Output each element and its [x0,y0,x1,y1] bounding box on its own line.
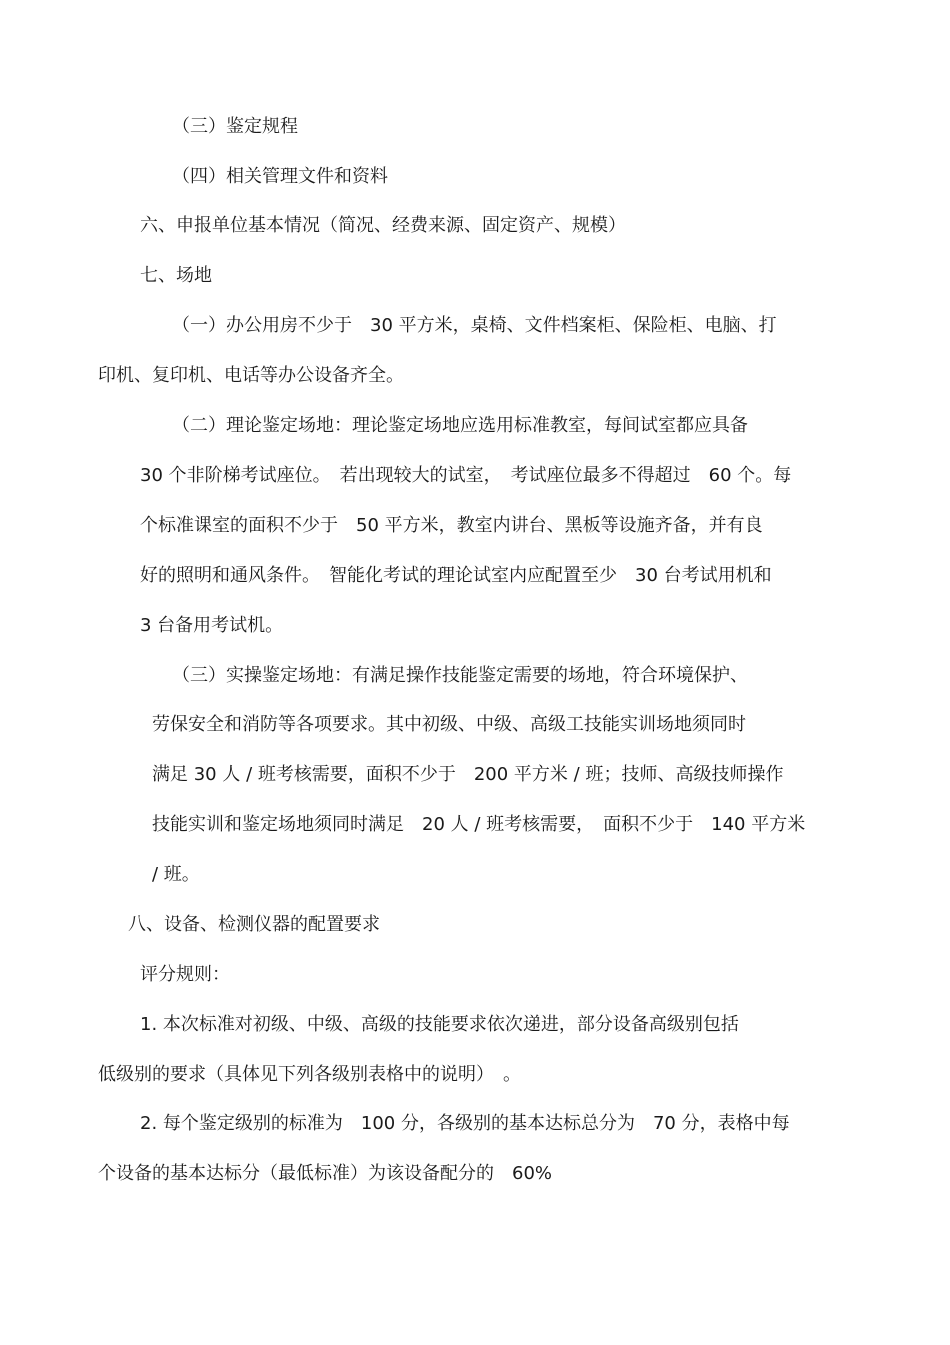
text-line: / 班。 [152,864,200,885]
text-line: 30 个非阶梯考试座位。 若出现较大的试室， 考试座位最多不得超过 60 个。每 [140,465,792,486]
text-line: 八、设备、检测仪器的配置要求 [128,914,380,935]
text-line: 2. 每个鉴定级别的标准为 100 分，各级别的基本达标总分为 70 分，表格中每 [140,1113,790,1134]
text-line: 六、申报单位基本情况（简况、经费来源、固定资产、规模） [140,215,626,236]
text-line: 低级别的要求（具体见下列各级别表格中的说明） 。 [98,1064,521,1085]
text-line: （二）理论鉴定场地：理论鉴定场地应选用标准教室，每间试室都应具备 [172,415,748,436]
text-line: （四）相关管理文件和资料 [172,166,388,187]
text-line: 印机、复印机、电话等办公设备齐全。 [98,365,404,386]
text-line: 3 台备用考试机。 [140,615,284,636]
text-line: 技能实训和鉴定场地须同时满足 20 人 / 班考核需要， 面积不少于 140 平方米 [152,814,806,835]
text-line: 个标准课室的面积不少于 50 平方米，教室内讲台、黑板等设施齐备，并有良 [140,515,763,536]
text-line: （三）鉴定规程 [172,116,298,137]
text-line: 满足 30 人 / 班考核需要，面积不少于 200 平方米 / 班；技师、高级技师操作 [152,764,784,785]
text-line: （一）办公用房不少于 30 平方米，桌椅、文件档案柜、保险柜、电脑、打 [172,315,777,336]
text-line: 好的照明和通风条件。 智能化考试的理论试室内应配置至少 30 台考试用机和 [140,565,772,586]
text-line: 个设备的基本达标分（最低标准）为该设备配分的 60% [98,1163,553,1184]
text-line: 七、场地 [140,265,212,286]
text-line: 劳保安全和消防等各项要求。其中初级、中级、高级工技能实训场地须同时 [152,714,746,735]
text-line: （三）实操鉴定场地：有满足操作技能鉴定需要的场地，符合环境保护、 [172,665,748,686]
text-line: 1. 本次标准对初级、中级、高级的技能要求依次递进，部分设备高级别包括 [140,1014,739,1035]
text-line: 评分规则： [140,964,230,985]
